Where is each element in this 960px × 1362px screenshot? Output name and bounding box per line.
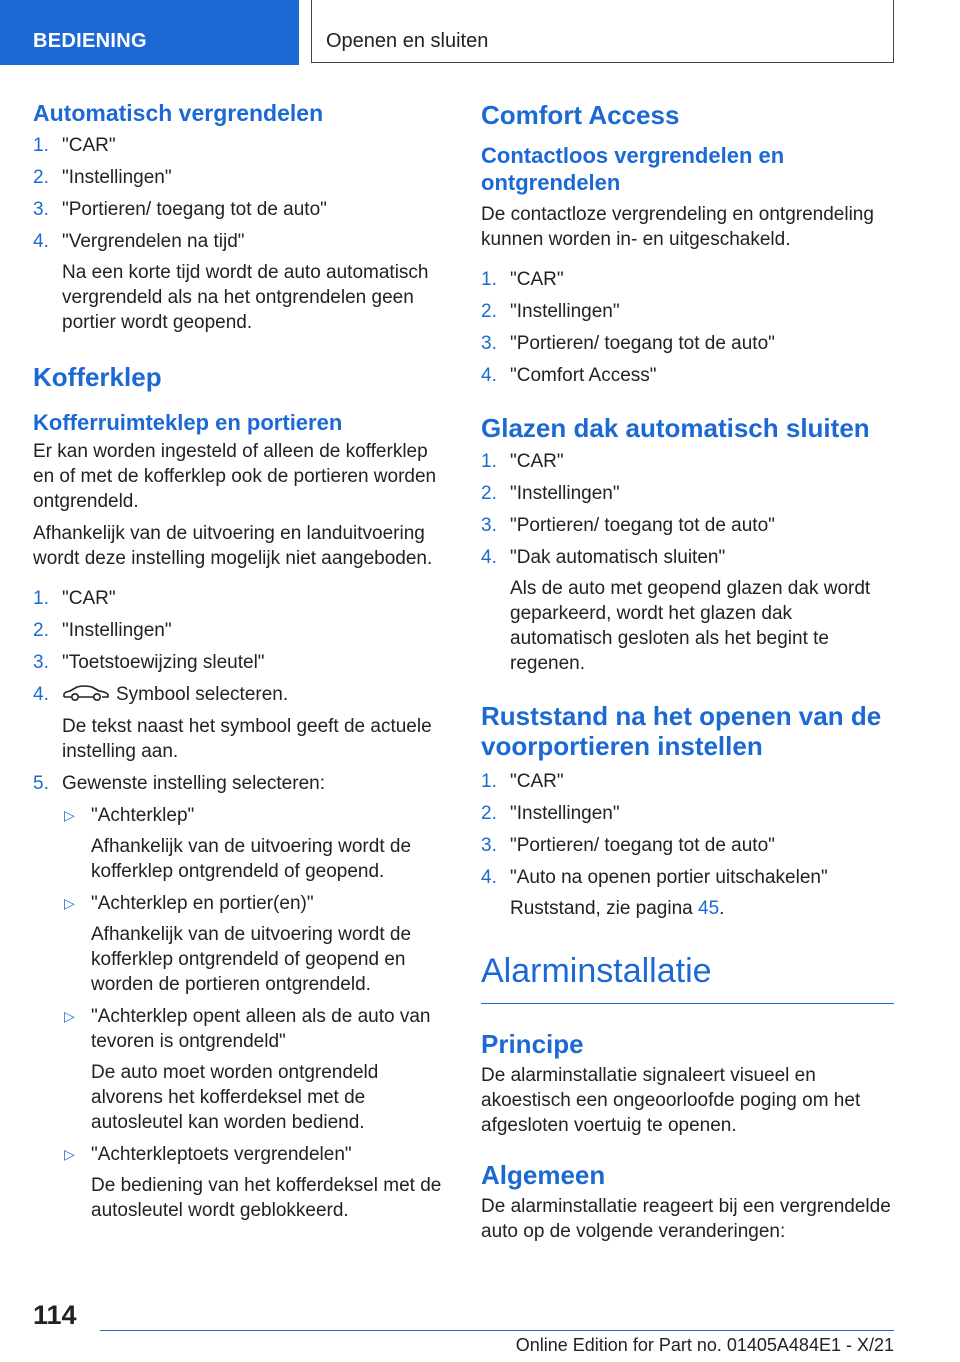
list-item: 2. "Instellingen": [33, 167, 172, 188]
principle-heading: Principe: [481, 1029, 584, 1059]
list-item: 3. "Portieren/ toegang tot de auto": [481, 835, 775, 856]
list-item: 2. "Instellingen": [481, 483, 620, 504]
triangle-bullet-icon: ▷: [64, 895, 75, 911]
list-item-description: Na een korte tijd wordt de auto automatisch vergrendeld als na het ontgrendelen geen portier wordt geopend.: [62, 262, 429, 333]
list-item: 3. "Portieren/ toegang tot de auto": [481, 515, 775, 536]
right-column: [481, 100, 894, 1244]
header-title: Openen en sluiten: [326, 30, 489, 52]
list-item: 1. "CAR": [33, 135, 116, 156]
general-heading: Algemeen: [481, 1160, 606, 1190]
header-section-label: BEDIENING: [33, 30, 147, 52]
list-item: 1. "CAR": [481, 771, 564, 792]
triangle-bullet-icon: ▷: [64, 1008, 75, 1024]
list-item: 3. "Portieren/ toegang tot de auto": [33, 199, 327, 220]
page-reference-link[interactable]: 45: [698, 898, 720, 919]
car-icon: [62, 684, 110, 702]
comfort-heading: Comfort Access: [481, 100, 680, 130]
general-paragraph: De alarminstallatie reageert bij een vergrendelde auto op de volgende veranderingen:: [481, 1196, 891, 1242]
list-item: 2. "Instellingen": [33, 620, 172, 641]
list-item: 4. Symbool selecteren. De tekst naast het symbool geeft de actuele instelling aan.: [33, 682, 445, 764]
list-item: 3. "Toetstoewijzing sleutel": [33, 652, 265, 673]
list-item-description: Als de auto met geopend glazen dak wordt geparkeerd, wordt het glazen dak automatisch gesloten als het begint te regenen.: [510, 578, 871, 674]
option-description: De bediening van het kofferdeksel met de autosleutel wordt geblokkeerd.: [91, 1175, 442, 1221]
auto-lock-heading: Automatisch vergrendelen: [33, 100, 324, 126]
comfort-subheading: Contactloos vergrendelen en ontgrendelen: [481, 143, 785, 195]
list-item: 1. "CAR": [481, 451, 564, 472]
option-item: ▷ "Achterklep opent alleen als de auto van tevoren is ontgrendeld" De auto moet worden ontgrendeld alvorens het kofferdeksel met de autosleutel kan worden bediend.: [62, 1004, 445, 1135]
roof-heading: Glazen dak automatisch sluiten: [481, 413, 870, 443]
option-item: ▷ "Achterklep" Afhankelijk van de uitvoering wordt de kofferklep ontgrendeld of geopend.: [62, 803, 445, 884]
left-column: [33, 100, 445, 1223]
list-item-description: Ruststand, zie pagina 45.: [510, 898, 725, 919]
list-item: 4. "Auto na openen portier uitschakelen" Ruststand, zie pagina 45.: [481, 865, 894, 921]
list-item: 1. "CAR": [481, 269, 564, 290]
option-description: De auto moet worden ontgrendeld alvorens het kofferdeksel met de autosleutel kan worden bediend.: [91, 1062, 379, 1133]
trunk-paragraph-2: Afhankelijk van de uitvoering en landuitvoering wordt deze instelling mogelijk niet aangeboden.: [33, 523, 433, 569]
list-item: 4. "Comfort Access": [481, 365, 657, 386]
principle-paragraph: De alarminstallatie signaleert visueel en akoestisch een ongeoorloofde poging om het afgesloten voertuig te openen.: [481, 1065, 861, 1136]
header-title-box: [311, 0, 894, 63]
roof-list: [481, 449, 894, 676]
auto-lock-list: [33, 133, 445, 335]
option-description: Afhankelijk van de uitvoering wordt de kofferklep ontgrendeld of geopend.: [91, 836, 412, 882]
list-item: 5. Gewenste instelling selecteren:: [33, 773, 325, 794]
list-item-description: De tekst naast het symbool geeft de actuele instelling aan.: [62, 716, 432, 762]
footer-edition: Online Edition for Part no. 01405A484E1 - X/21: [515, 1335, 894, 1355]
alarm-heading: Alarminstallatie: [481, 951, 894, 1004]
trunk-paragraph-1: Er kan worden ingesteld of alleen de kofferklep en of met de kofferklep ook de portieren worden ontgrendeld.: [33, 441, 437, 512]
list-item: 2. "Instellingen": [481, 301, 620, 322]
list-item: 4. "Dak automatisch sluiten" Als de auto met geopend glazen dak wordt geparkeerd, wordt het glazen dak automatisch gesloten als het begint te regenen.: [481, 545, 894, 676]
triangle-bullet-icon: ▷: [64, 807, 75, 823]
footer-divider: [100, 1330, 894, 1331]
comfort-paragraph: De contactloze vergrendeling en ontgrendeling kunnen worden in- en uitgeschakeld.: [481, 204, 874, 250]
comfort-list: [481, 267, 894, 388]
list-item: 3. "Portieren/ toegang tot de auto": [481, 333, 775, 354]
trunk-list: [33, 586, 445, 796]
option-description: Afhankelijk van de uitvoering wordt de kofferklep ontgrendeld of geopend en worden de portieren ontgrendeld.: [91, 924, 412, 995]
trunk-heading: Kofferklep: [33, 362, 162, 392]
list-item: 4. "Vergrendelen na tijd" Na een korte tijd wordt de auto automatisch vergrendeld als na het ontgrendelen geen portier wordt geopend.: [33, 229, 445, 335]
header-section-tab: [0, 0, 299, 65]
option-item: ▷ "Achterkleptoets vergrendelen" De bediening van het kofferdeksel met de autosleutel wordt geblokkeerd.: [62, 1142, 445, 1223]
triangle-bullet-icon: ▷: [64, 1146, 75, 1162]
standby-heading: Ruststand na het openen van de voorportieren instellen: [481, 701, 882, 761]
trunk-subheading: Kofferruimteklep en portieren: [33, 410, 343, 435]
list-item: 2. "Instellingen": [481, 803, 620, 824]
option-item: ▷ "Achterklep en portier(en)" Afhankelijk van de uitvoering wordt de kofferklep ontgrendeld of geopend en worden de portieren ontgrendeld.: [62, 891, 445, 997]
page-number: 114: [33, 1300, 77, 1330]
list-item: 1. "CAR": [33, 588, 116, 609]
trunk-options: [33, 803, 445, 1223]
standby-list: [481, 769, 894, 921]
